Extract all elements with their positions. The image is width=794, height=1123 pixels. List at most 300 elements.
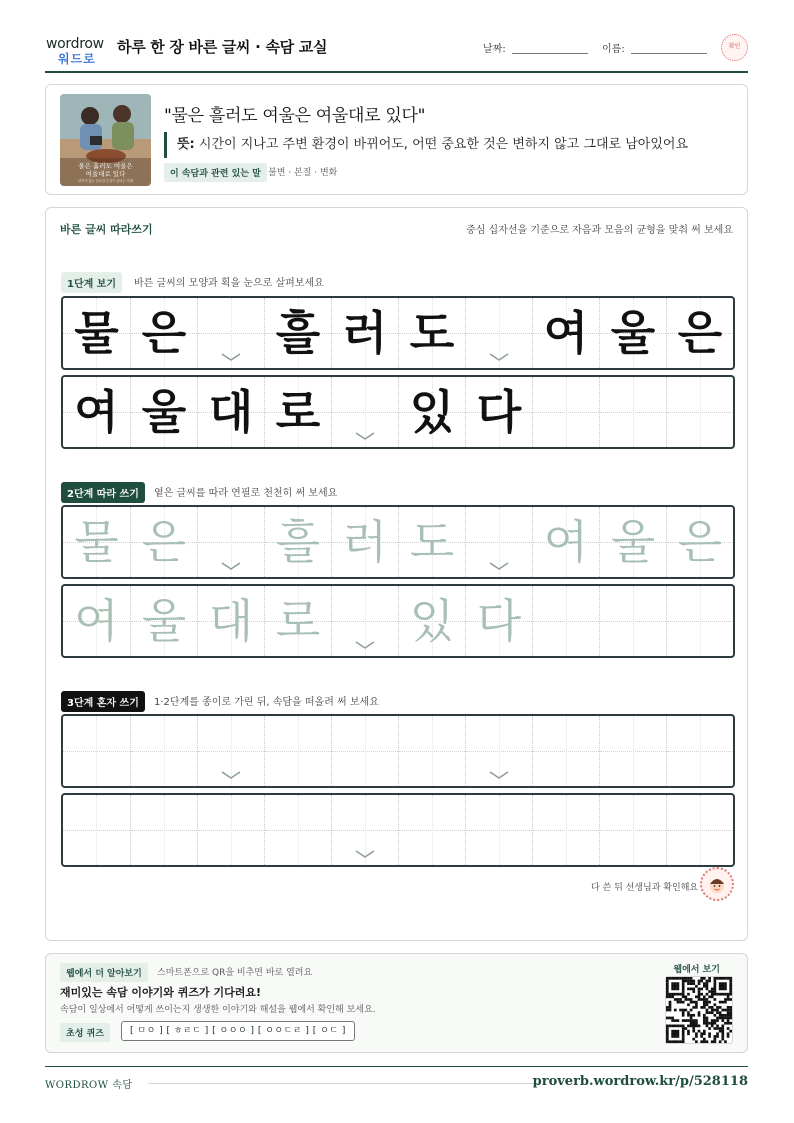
qr-module: [703, 1030, 706, 1033]
qr-label: 웹에서 보기: [673, 965, 720, 975]
grid-cell: [197, 377, 264, 447]
qr-module: [706, 1011, 709, 1014]
grid-cell[interactable]: [599, 716, 666, 786]
grid-guide-v: [164, 716, 165, 786]
qr-module: [671, 1019, 674, 1022]
qr-module: [711, 1040, 714, 1043]
qr-module: [666, 1006, 669, 1009]
grid-character: 울: [610, 515, 656, 569]
qr-module: [666, 1017, 669, 1020]
qr-module: [698, 1030, 701, 1033]
qr-module: [674, 993, 677, 996]
grid-character: 은: [677, 515, 723, 569]
qr-module: [724, 982, 727, 985]
qr-module: [716, 1006, 719, 1009]
qr-module: [698, 990, 701, 993]
qr-module: [677, 982, 680, 985]
qr-module: [719, 1017, 722, 1020]
qr-module: [700, 1040, 703, 1043]
qr-module: [711, 995, 714, 998]
qr-module: [700, 998, 703, 1001]
qr-module: [695, 1025, 698, 1028]
qr-module: [695, 1019, 698, 1022]
qr-module: [679, 1040, 682, 1043]
grid-character: 울: [141, 594, 187, 648]
qr-module: [719, 985, 722, 988]
qr-module: [690, 998, 693, 1001]
qr-module: [721, 1017, 724, 1020]
qr-module: [674, 988, 677, 991]
proverb-meaning: [164, 132, 688, 158]
qr-module: [708, 1027, 711, 1030]
qr-module: [714, 1035, 717, 1038]
qr-module: [671, 1017, 674, 1020]
qr-module: [706, 1019, 709, 1022]
grid-cell[interactable]: [264, 795, 331, 865]
qr-module: [682, 1009, 685, 1012]
qr-module: [669, 1003, 672, 1006]
qr-module: [721, 988, 724, 991]
qr-module: [711, 1011, 714, 1014]
qr-module: [721, 1032, 724, 1035]
good-job-stamp: [700, 867, 734, 901]
qr-code[interactable]: [665, 976, 733, 1044]
qr-module: [721, 993, 724, 996]
footer-brand: WORDROW 속담: [45, 1080, 133, 1091]
qr-module: [706, 1009, 709, 1012]
page-header: [45, 28, 748, 73]
qr-module: [682, 988, 685, 991]
qr-module: [698, 993, 701, 996]
qr-module: [692, 1030, 695, 1033]
qr-module: [703, 995, 706, 998]
chosung-quiz: [ ㅁㅇ ] [ ㅎㄹㄷ ] [ ㅇㅇㅇ ] [ ㅇㅇㄷㄹ ] [ ㅇㄷ ]: [121, 1021, 355, 1041]
grid-character: 다: [476, 385, 522, 439]
qr-module: [714, 977, 717, 980]
grid-cell[interactable]: [666, 586, 733, 656]
grid-cell[interactable]: [130, 507, 197, 577]
qr-module: [719, 977, 722, 980]
qr-module: [684, 980, 687, 983]
qr-module: [682, 1035, 685, 1038]
qr-module: [721, 1038, 724, 1041]
grid-cell[interactable]: [666, 716, 733, 786]
qr-module: [703, 977, 706, 980]
qr-module: [724, 1014, 727, 1017]
grid-cell[interactable]: [532, 507, 599, 577]
qr-module: [684, 995, 687, 998]
qr-module: [674, 982, 677, 985]
qr-module: [692, 990, 695, 993]
grid-character: 있: [409, 594, 455, 648]
qr-module: [714, 1003, 717, 1006]
grid-cell[interactable]: [666, 507, 733, 577]
grid-cell[interactable]: [197, 716, 264, 786]
qr-module: [716, 1009, 719, 1012]
qr-module: [671, 977, 674, 980]
qr-module: [724, 1017, 727, 1020]
qr-module: [729, 998, 732, 1001]
grid-character: 대: [208, 594, 254, 648]
qr-module: [706, 1003, 709, 1006]
qr-module: [692, 1001, 695, 1004]
grid-cell[interactable]: [532, 795, 599, 865]
grid-character: 은: [141, 515, 187, 569]
qr-module: [700, 988, 703, 991]
qr-module: [687, 988, 690, 991]
grid-cell[interactable]: [465, 586, 532, 656]
grid-cell[interactable]: [465, 716, 532, 786]
qr-module: [669, 1001, 672, 1004]
grid-guide-v: [432, 795, 433, 865]
qr-module: [692, 982, 695, 985]
grid-character: 물: [74, 306, 119, 360]
grid-cell: [666, 377, 733, 447]
qr-module: [716, 977, 719, 980]
qr-module: [700, 1032, 703, 1035]
qr-module: [729, 1022, 732, 1025]
qr-module: [674, 1040, 677, 1043]
qr-module: [682, 990, 685, 993]
qr-module: [711, 993, 714, 996]
qr-module: [706, 982, 709, 985]
grid-guide-v: [164, 795, 165, 865]
wordrow-logo[interactable]: [46, 36, 108, 64]
logo-wordmark: wordrow: [46, 36, 104, 52]
thumb-caption-2: 여울대로 있다: [85, 170, 126, 178]
qr-module: [666, 988, 669, 991]
grid-character: 흘: [275, 515, 321, 569]
qr-module: [714, 990, 717, 993]
qr-module: [666, 1009, 669, 1012]
qr-module: [711, 988, 714, 991]
qr-module: [682, 980, 685, 983]
grid-guide-v: [700, 716, 701, 786]
grid-guide-v: [700, 586, 701, 656]
grid-cell[interactable]: [197, 507, 264, 577]
qr-module: [671, 995, 674, 998]
qr-module: [677, 1001, 680, 1004]
page-title: 하루 한 장 바른 글씨 · 속담 교실: [117, 38, 328, 56]
qr-module: [729, 1014, 732, 1017]
qr-module: [692, 1022, 695, 1025]
qr-module: [690, 988, 693, 991]
qr-module: [666, 995, 669, 998]
qr-module: [692, 988, 695, 991]
qr-module: [695, 1022, 698, 1025]
grid-cell[interactable]: [63, 716, 130, 786]
web-subtitle: 속담이 일상에서 어떻게 쓰이는지 생생한 이야기와 해설을 웹에서 확인해 보세요.: [60, 1005, 376, 1015]
grid-character: 여: [543, 515, 589, 569]
qr-module: [703, 1006, 706, 1009]
qr-module: [727, 1011, 730, 1014]
qr-module: [708, 1022, 711, 1025]
step1-row-1: [61, 296, 735, 370]
qr-module: [666, 993, 669, 996]
thumb-caption-3: 변하지 않는 중요한 본질이 있다는 지혜: [78, 179, 133, 183]
grid-cell[interactable]: [130, 795, 197, 865]
qr-module: [721, 1001, 724, 1004]
qr-module: [695, 995, 698, 998]
step2-description: 옅은 글씨를 따라 연필로 천천히 써 보세요: [154, 488, 338, 499]
date-field[interactable]: [512, 53, 588, 54]
qr-module: [695, 1040, 698, 1043]
qr-module: [716, 1019, 719, 1022]
proverb-text: "물은 흘러도 여울은 여울대로 있다": [164, 106, 426, 126]
grid-cell[interactable]: [465, 795, 532, 865]
grid-guide-v: [365, 716, 366, 786]
qr-module: [677, 1040, 680, 1043]
grid-cell: [532, 298, 599, 368]
qr-module: [687, 998, 690, 1001]
qr-module: [690, 1019, 693, 1022]
qr-module: [692, 1006, 695, 1009]
grid-guide-v: [633, 716, 634, 786]
qr-module: [714, 1040, 717, 1043]
qr-module: [669, 1040, 672, 1043]
qr-code-icon: [666, 977, 732, 1043]
qr-module: [729, 977, 732, 980]
qr-module: [695, 1001, 698, 1004]
qr-module: [727, 977, 730, 980]
qr-module: [729, 1030, 732, 1033]
qr-module: [716, 1025, 719, 1028]
qr-module: [729, 1017, 732, 1020]
qr-module: [721, 1030, 724, 1033]
qr-module: [682, 1001, 685, 1004]
qr-module: [700, 977, 703, 980]
qr-module: [706, 988, 709, 991]
grid-cell: [63, 377, 130, 447]
grid-character: 로: [275, 385, 321, 439]
qr-module: [674, 1032, 677, 1035]
footer-divider: [45, 1066, 748, 1067]
grid-cell: [130, 377, 197, 447]
qr-module: [727, 993, 730, 996]
qr-module: [719, 988, 722, 991]
step3-tag: 3단계 혼자 쓰기: [61, 691, 145, 712]
qr-module: [692, 1019, 695, 1022]
grid-cell[interactable]: [465, 507, 532, 577]
qr-module: [695, 985, 698, 988]
web-title: 재미있는 속담 이야기와 퀴즈가 기다려요!: [60, 986, 261, 999]
grid-cell[interactable]: [130, 716, 197, 786]
logo-korean: 워드로: [58, 52, 96, 66]
qr-module: [682, 1040, 685, 1043]
qr-module: [687, 1032, 690, 1035]
qr-module: [714, 985, 717, 988]
grid-cell: [599, 298, 666, 368]
qr-module: [727, 1009, 730, 1012]
grid-cell: [398, 298, 465, 368]
grid-cell[interactable]: [197, 586, 264, 656]
qr-module: [682, 985, 685, 988]
qr-module: [706, 1040, 709, 1043]
qr-module: [671, 993, 674, 996]
word-space-chevron-icon: [220, 770, 242, 780]
qr-module: [687, 982, 690, 985]
qr-module: [666, 1025, 669, 1028]
grid-character: 흘: [275, 306, 321, 360]
qr-module: [669, 977, 672, 980]
qr-module: [708, 1006, 711, 1009]
qr-module: [703, 1032, 706, 1035]
qr-module: [716, 1017, 719, 1020]
grid-cell[interactable]: [197, 795, 264, 865]
qr-module: [690, 1022, 693, 1025]
qr-module: [671, 1035, 674, 1038]
grid-cell[interactable]: [63, 507, 130, 577]
qr-module: [729, 985, 732, 988]
grid-cell: [465, 377, 532, 447]
grid-cell[interactable]: [130, 586, 197, 656]
grid-cell[interactable]: [599, 507, 666, 577]
qr-module: [669, 1017, 672, 1020]
grid-character: 로: [275, 594, 321, 648]
qr-module: [721, 1019, 724, 1022]
qr-module: [695, 1003, 698, 1006]
qr-module: [695, 1032, 698, 1035]
qr-module: [706, 1025, 709, 1028]
grid-cell[interactable]: [666, 795, 733, 865]
qr-module: [674, 1025, 677, 1028]
qr-module: [682, 1011, 685, 1014]
qr-module: [724, 977, 727, 980]
step2-row-2[interactable]: [61, 584, 735, 658]
grid-character: 러: [342, 515, 388, 569]
qr-module: [711, 990, 714, 993]
proverb-card: [45, 84, 748, 195]
teacher-check-stamp: [721, 34, 748, 61]
qr-module: [671, 985, 674, 988]
qr-module: [674, 977, 677, 980]
grid-cell[interactable]: [398, 716, 465, 786]
grid-cell[interactable]: [63, 586, 130, 656]
qr-module: [666, 980, 669, 983]
qr-module: [671, 1040, 674, 1043]
qr-module: [682, 1027, 685, 1030]
grid-character: 대: [208, 385, 254, 439]
grid-cell[interactable]: [532, 586, 599, 656]
qr-module: [714, 998, 717, 1001]
grid-cell[interactable]: [599, 795, 666, 865]
word-space-chevron-icon: [488, 561, 510, 571]
meaning-text: 시간이 지나고 주변 환경이 바뀌어도, 어떤 중요한 것은 변하지 않고 그대로 남아있어요: [198, 137, 689, 152]
qr-module: [677, 1025, 680, 1028]
qr-module: [711, 1009, 714, 1012]
qr-module: [703, 1001, 706, 1004]
qr-module: [677, 1030, 680, 1033]
related-words: 불변 · 본질 · 변화: [268, 168, 338, 178]
grid-cell[interactable]: [398, 795, 465, 865]
grid-cell[interactable]: [398, 507, 465, 577]
qr-module: [682, 1014, 685, 1017]
qr-module: [695, 1006, 698, 1009]
grid-character: 은: [677, 306, 723, 360]
qr-module: [687, 1019, 690, 1022]
qr-module: [706, 1017, 709, 1020]
grid-cell[interactable]: [264, 586, 331, 656]
qr-module: [682, 993, 685, 996]
grid-cell[interactable]: [331, 507, 398, 577]
qr-module: [684, 1009, 687, 1012]
thumb-caption-1: 물은 흘러도 여울은: [78, 162, 133, 170]
qr-module: [674, 1030, 677, 1033]
qr-module: [724, 988, 727, 991]
qr-module: [716, 1032, 719, 1035]
qr-module: [724, 1022, 727, 1025]
grid-character: 울: [141, 385, 187, 439]
grid-cell[interactable]: [331, 586, 398, 656]
grid-cell[interactable]: [331, 795, 398, 865]
qr-module: [703, 1038, 706, 1041]
qr-module: [700, 993, 703, 996]
qr-module: [677, 1032, 680, 1035]
qr-module: [687, 980, 690, 983]
step1-description: 바른 글씨의 모양과 획을 눈으로 살펴보세요: [134, 278, 324, 289]
name-field[interactable]: [631, 53, 707, 54]
grid-guide-v: [566, 377, 567, 447]
qr-module: [682, 1030, 685, 1033]
grid-cell[interactable]: [398, 586, 465, 656]
qr-module: [690, 982, 693, 985]
qr-module: [684, 998, 687, 1001]
qr-module: [666, 985, 669, 988]
qr-module: [703, 1022, 706, 1025]
qr-module: [698, 998, 701, 1001]
qr-module: [677, 998, 680, 1001]
step2-row-1[interactable]: [61, 505, 735, 579]
qr-module: [682, 995, 685, 998]
grid-cell[interactable]: [264, 716, 331, 786]
qr-module: [666, 1032, 669, 1035]
qr-module: [727, 1019, 730, 1022]
step1-row-2: [61, 375, 735, 449]
grid-guide-v: [633, 377, 634, 447]
qr-module: [669, 1006, 672, 1009]
footer-url[interactable]: proverb.wordrow.kr/p/528118: [532, 1074, 748, 1089]
qr-module: [714, 988, 717, 991]
grid-guide-v: [499, 795, 500, 865]
qr-module: [729, 993, 732, 996]
step3-row-1[interactable]: [61, 714, 735, 788]
qr-module: [671, 982, 674, 985]
grid-guide-v: [633, 795, 634, 865]
grid-cell[interactable]: [599, 586, 666, 656]
qr-module: [716, 1027, 719, 1030]
grid-cell[interactable]: [63, 795, 130, 865]
qr-module: [692, 1025, 695, 1028]
qr-module: [666, 1030, 669, 1033]
grid-cell[interactable]: [331, 716, 398, 786]
qr-module: [708, 990, 711, 993]
qr-module: [690, 1001, 693, 1004]
grid-cell: [264, 298, 331, 368]
qr-module: [682, 977, 685, 980]
grid-cell: [264, 377, 331, 447]
grid-cell[interactable]: [532, 716, 599, 786]
qr-module: [677, 993, 680, 996]
grid-character: 물: [74, 515, 119, 569]
step3-row-2[interactable]: [61, 793, 735, 867]
qr-module: [706, 980, 709, 983]
qr-module: [666, 1035, 669, 1038]
qr-module: [721, 1035, 724, 1038]
qr-module: [724, 998, 727, 1001]
qr-module: [703, 1014, 706, 1017]
grid-cell[interactable]: [264, 507, 331, 577]
qr-module: [721, 1027, 724, 1030]
